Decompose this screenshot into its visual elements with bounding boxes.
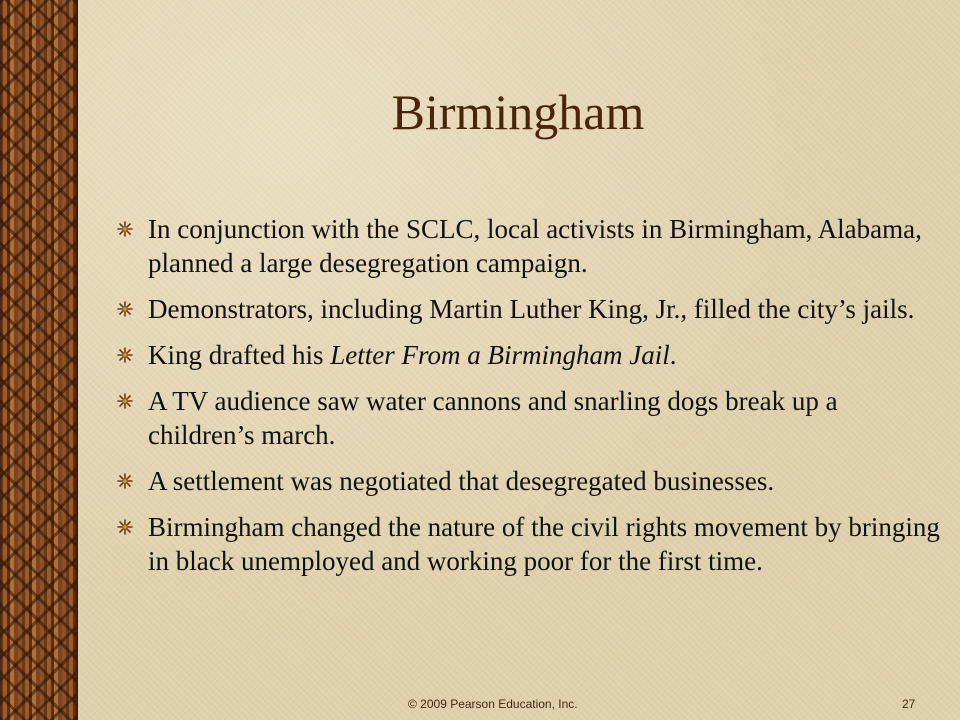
bullet-item [110,464,940,498]
bullet-text: Birmingham changed the nature of the civil rights movement by bringing in black unemployed and working poor for the first time. [148,512,940,576]
bullet-text: A TV audience saw water cannons and snarling dogs break up a children’s march. [148,386,838,450]
slide-title: Birmingham [391,84,645,140]
bullet-text: Demonstrators, including Martin Luther King, Jr., filled the city’s jails. [148,294,915,324]
bullet-text [148,340,676,370]
bullet-item [110,292,940,326]
letter-title: Letter From a Birmingham Jail [330,340,670,370]
wheat-sheaf-icon [116,473,134,489]
wheat-sheaf-icon [116,519,134,535]
bullet-list [110,212,940,590]
wheat-sheaf-icon [116,301,134,317]
bullet-text-end: . [669,340,677,370]
bullet-item [110,384,940,452]
bullet-item [110,338,940,372]
wheat-sheaf-icon [116,393,134,409]
wheat-sheaf-icon [116,221,134,237]
bullet-text: In conjunction with the SCLC, local activists in Birmingham, Alabama, planned a large desegregation campaign. [148,214,922,278]
bullet-item [110,212,940,280]
copyright-footer: © 2009 Pearson Education, Inc. [408,697,578,711]
bullet-text: A settlement was negotiated that desegregated businesses. [148,466,775,496]
bullet-item [110,510,940,578]
decorative-side-strip [0,0,76,720]
page-number: 27 [902,697,916,711]
wheat-sheaf-icon [116,347,134,363]
bullet-text-plain: King drafted his [148,340,331,370]
